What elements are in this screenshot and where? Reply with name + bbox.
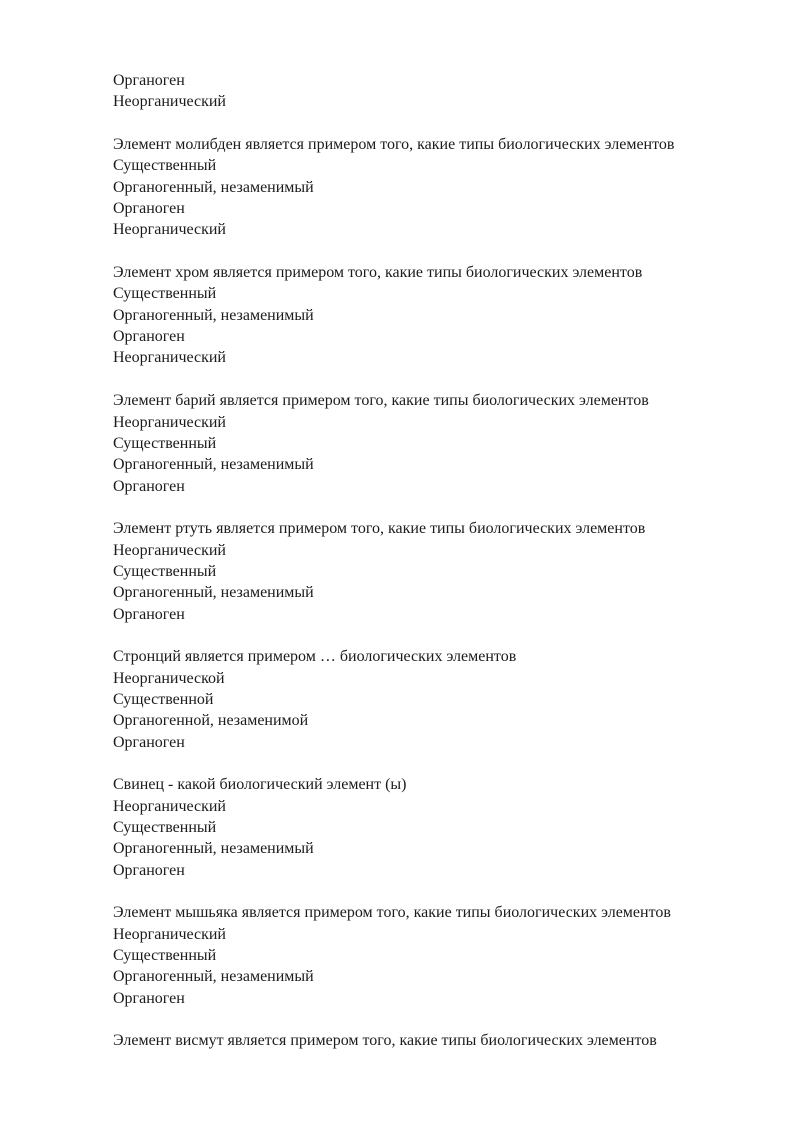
question-text: Элемент висмут является примером того, какие типы биологических элементов <box>113 1032 657 1050</box>
blank-line <box>113 753 690 774</box>
answer-option: Органогенной, незаменимой <box>113 712 309 730</box>
answer-option: Существенной <box>113 690 214 708</box>
answer-option: Органогенный, незаменимый <box>113 968 314 986</box>
answer-option: Существенный <box>113 157 217 175</box>
answer-option: Органоген <box>113 328 185 346</box>
question-text: Стронций является примером … биологических элементов <box>113 648 517 666</box>
answer-option: Органогенный, незаменимый <box>113 178 314 196</box>
answer-option: Неорганической <box>113 669 225 687</box>
answer-option: Неорганический <box>113 349 226 367</box>
question-text: Элемент ртуть является примером того, какие типы биологических элементов <box>113 520 646 538</box>
answer-option: Органоген <box>113 733 185 751</box>
question-text: Элемент хром является примером того, какие типы биологических элементов <box>113 264 643 282</box>
blank-line <box>113 241 690 262</box>
question-block <box>113 774 690 902</box>
blank-line <box>113 497 690 518</box>
answer-option: Органоген <box>113 605 185 623</box>
answer-option: Неорганический <box>113 797 226 815</box>
answer-option: Органогенный, незаменимый <box>113 840 314 858</box>
answer-option: Органоген <box>113 477 185 495</box>
answer-option: Органогенный, незаменимый <box>113 584 314 602</box>
answer-option: Неорганический <box>113 925 226 943</box>
answer-option: Органогенный, незаменимый <box>113 306 314 324</box>
question-text: Элемент молибден является примером того, какие типы биологических элементов <box>113 136 675 154</box>
answer-option: Существенный <box>113 819 217 837</box>
blank-line <box>113 113 690 134</box>
question-block <box>113 134 690 262</box>
answer-option: Существенный <box>113 285 217 303</box>
answer-option: Существенный <box>113 947 217 965</box>
carryover-answer-option: Органоген <box>113 72 185 89</box>
answer-option: Неорганический <box>113 221 226 239</box>
answer-option: Органоген <box>113 200 185 218</box>
answer-option: Неорганический <box>113 541 226 559</box>
question-block <box>113 390 690 518</box>
blank-line <box>113 881 690 902</box>
question-block <box>113 518 690 646</box>
carryover-answer-option: Неорганический <box>113 93 226 111</box>
question-text: Свинец - какой биологический элемент (ы) <box>113 776 407 794</box>
question-block <box>113 902 690 1030</box>
answer-option: Неорганический <box>113 413 226 431</box>
answer-option: Существенный <box>113 434 217 452</box>
answer-option: Органогенный, незаменимый <box>113 456 314 474</box>
question-block <box>113 262 690 390</box>
question-block <box>113 646 690 774</box>
answer-option: Органоген <box>113 989 185 1007</box>
question-text: Элемент барий является примером того, какие типы биологических элементов <box>113 392 649 410</box>
blank-line <box>113 1009 690 1030</box>
blank-line <box>113 625 690 646</box>
question-text: Элемент мышьяка является примером того, какие типы биологических элементов <box>113 904 671 922</box>
answer-option: Существенный <box>113 562 217 580</box>
answer-option: Органоген <box>113 861 185 879</box>
blank-line <box>113 369 690 390</box>
